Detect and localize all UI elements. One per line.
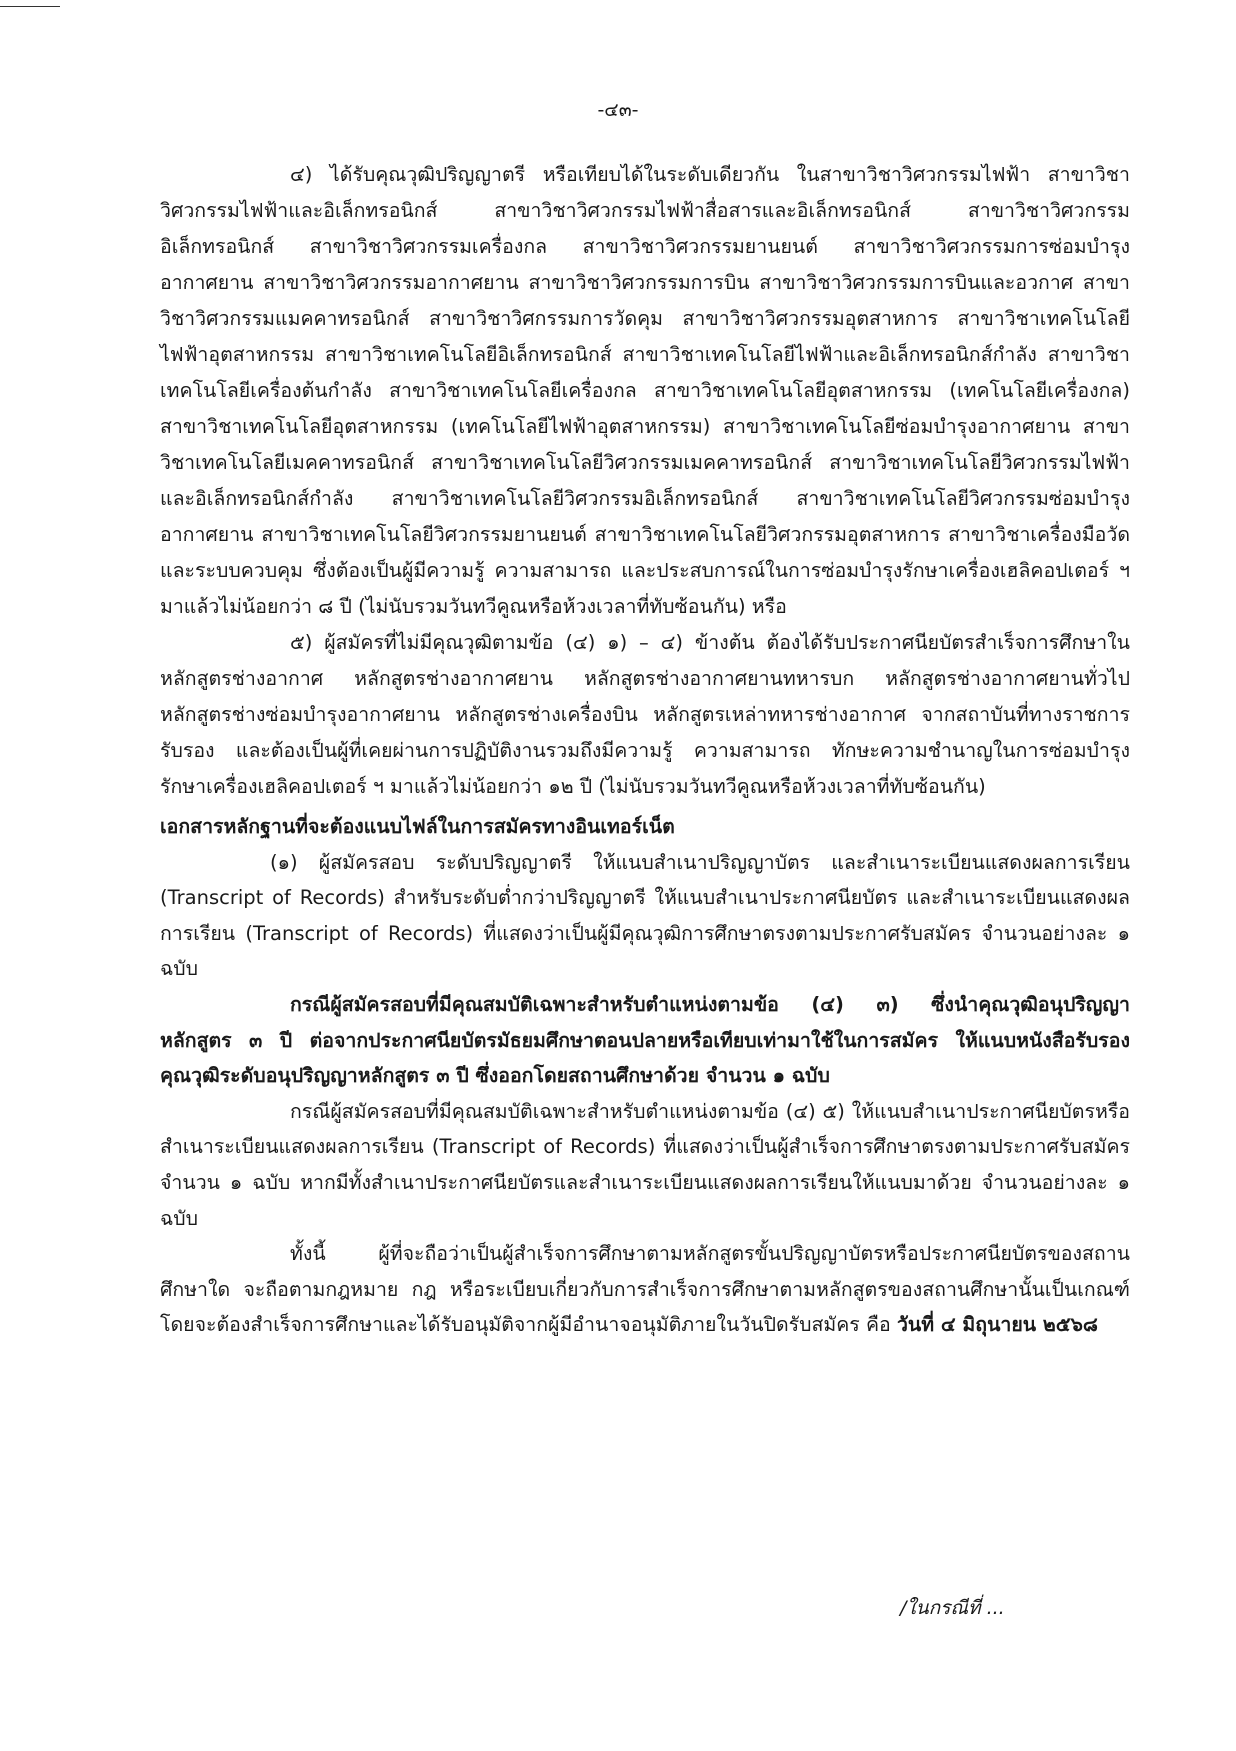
paragraph-document-1: (๑) ผู้สมัครสอบ ระดับปริญญาตรี ให้แนบสำเนาปริญญาบัตร และสำเนาระเบียนแสดงผลการเรียน (Transcript of Records) สำหรับระดับต่ำกว่าปริญญาตรี ให้แนบสำเนาประกาศนียบัตร และสำเนาระเบียนแสดงผลการเรียน (Transcript of Records) ที่แสดงว่าเป็นผู้มีคุณวุฒิการศึกษาตรงตามประกาศรับสมัคร จำนวนอย่างละ ๑ ฉบับ bbox=[160, 850, 1130, 981]
paragraph-qualification-4: ๔) ได้รับคุณวุฒิปริญญาตรี หรือเทียบได้ในระดับเดียวกัน ในสาขาวิชาวิศวกรรมไฟฟ้า สาขาวิชาวิศวกรรมไฟฟ้าและอิเล็กทรอนิกส์ สาขาวิชาวิศวกรรมไฟฟ้าสื่อสารและอิเล็กทรอนิกส์ สาขาวิชาวิศวกรรมอิเล็กทรอนิกส์ สาขาวิชาวิศวกรรมเครื่องกล สาขาวิชาวิศวกรรมยานยนต์ สาขาวิชาวิศวกรรมการซ่อมบำรุงอากาศยาน สาขาวิชาวิศวกรรมอากาศยาน สาขาวิชาวิศวกรรมการบิน สาขาวิชาวิศวกรรมการบินและอวกาศ สาขาวิชาวิศวกรรมแมคคาทรอนิกส์ สาขาวิชาวิศกรรมการวัดคุม สาขาวิชาวิศวกรรมอุตสาหการ สาขาวิชาเทคโนโลยีไฟฟ้าอุตสาหกรรม สาขาวิชาเทคโนโลยีอิเล็กทรอนิกส์ สาขาวิชาเทคโนโลยีไฟฟ้าและอิเล็กทรอนิกส์กำลัง สาขาวิชาเทคโนโลยีเครื่องต้นกำลัง สาขาวิชาเทคโนโลยีเครื่องกล สาขาวิชาเทคโนโลยีอุตสาหกรรม (เทคโนโลยีเครื่องกล) สาขาวิชาเทคโนโลยีอุตสาหกรรม (เทคโนโลยีไฟฟ้าอุตสาหกรรม) สาขาวิชาเทคโนโลยีซ่อมบำรุงอากาศยาน สาขาวิชาเทคโนโลยีเมคคาทรอนิกส์ สาขาวิชาเทคโนโลยีวิศวกรรมเมคคาทรอนิกส์ สาขาวิชาเทคโนโลยีวิศวกรรมไฟฟ้าและอิเล็กทรอนิกส์กำลัง สาขาวิชาเทคโนโลยีวิศวกรรมอิเล็กทรอนิกส์ สาขาวิชาเทคโนโลยีวิศวกรรมซ่อมบำรุงอากาศยาน สาขาวิชาเทคโนโลยีวิศวกรรมยานยนต์ สาขาวิชาเทคโนโลยีวิศวกรรมอุตสาหการ สาขาวิชาเครื่องมือวัดและระบบควบคุม ซึ่งต้องเป็นผู้มีความรู้ ความสามารถ และประสบการณ์ในการซ่อมบำรุงรักษาเครื่องเฮลิคอปเตอร์ ฯ มาแล้วไม่น้อยกว่า ๘ ปี (ไม่นับรวมวันทวีคูณหรือห้วงเวลาที่ทับซ้อนกัน) หรือ bbox=[160, 163, 1130, 618]
continuation-note: /ในกรณีที่ ... bbox=[900, 1597, 1005, 1619]
paragraph-case-diploma: กรณีผู้สมัครสอบที่มีคุณสมบัติเฉพาะสำหรับตำแหน่งตามข้อ (๔) ๓) ซึ่งนำคุณวุฒิอนุปริญญา หลักสูตร ๓ ปี ต่อจากประกาศนียบัตรมัธยมศึกษาตอนปลายหรือเทียบเท่ามาใช้ในการสมัคร ให้แนบหนังสือรับรองคุณวุฒิระดับอนุปริญญาหลักสูตร ๓ ปี ซึ่งออกโดยสถานศึกษาด้วย จำนวน ๑ ฉบับ bbox=[160, 992, 1130, 1088]
top-edge-line bbox=[0, 6, 60, 7]
document-body bbox=[160, 157, 1130, 1343]
closing-date: วันที่ ๔ มิถุนายน ๒๕๖๘ bbox=[896, 1313, 1098, 1337]
graduation-criteria-text: ทั้งนี้ ผู้ที่จะถือว่าเป็นผู้สำเร็จการศึกษาตามหลักสูตรขั้นปริญญาบัตรหรือประกาศนียบัตรของสถานศึกษาใด จะถือตามกฎหมาย กฎ หรือระเบียบเกี่ยวกับการสำเร็จการศึกษาตามหลักสูตรของสถานศึกษานั้นเป็นเกณฑ์ โดยจะต้องสำเร็จการศึกษาและได้รับอนุมัติจากผู้มีอำนาจอนุมัติภายในวันปิดรับสมัคร คือ bbox=[160, 1242, 1130, 1337]
paragraph-qualification-5: ๕) ผู้สมัครที่ไม่มีคุณวุฒิตามข้อ (๔) ๑) – ๔) ข้างต้น ต้องได้รับประกาศนียบัตรสำเร็จการศึกษาในหลักสูตรช่างอากาศ หลักสูตรช่างอากาศยาน หลักสูตรช่างอากาศยานทหารบก หลักสูตรช่างอากาศยานทั่วไป หลักสูตรช่างซ่อมบำรุงอากาศยาน หลักสูตรช่างเครื่องบิน หลักสูตรเหล่าทหารช่างอากาศ จากสถาบันที่ทางราชการรับรอง และต้องเป็นผู้ที่เคยผ่านการปฏิบัติงานรวมถึงมีความรู้ ความสามารถ ทักษะความชำนาญในการซ่อมบำรุงรักษาเครื่องเฮลิคอปเตอร์ ฯ มาแล้วไม่น้อยกว่า ๑๒ ปี (ไม่นับรวมวันทวีคูณหรือห้วงเวลาที่ทับซ้อนกัน) bbox=[160, 631, 1130, 798]
paragraph-graduation-criteria bbox=[160, 1236, 1130, 1343]
section-heading-documents: เอกสารหลักฐานที่จะต้องแนบไฟล์ในการสมัครทางอินเทอร์เน็ต bbox=[160, 815, 675, 838]
paragraph-case-certificate: กรณีผู้สมัครสอบที่มีคุณสมบัติเฉพาะสำหรับตำแหน่งตามข้อ (๔) ๕) ให้แนบสำเนาประกาศนียบัตรหรือสำเนาระเบียนแสดงผลการเรียน (Transcript of Records) ที่แสดงว่าเป็นผู้สำเร็จการศึกษาตรงตามประกาศรับสมัคร จำนวน ๑ ฉบับ หากมีทั้งสำเนาประกาศนียบัตรและสำเนาระเบียนแสดงผลการเรียนให้แนบมาด้วย จำนวนอย่างละ ๑ ฉบับ bbox=[160, 1099, 1130, 1230]
page-number: -๔๓- bbox=[597, 99, 639, 121]
